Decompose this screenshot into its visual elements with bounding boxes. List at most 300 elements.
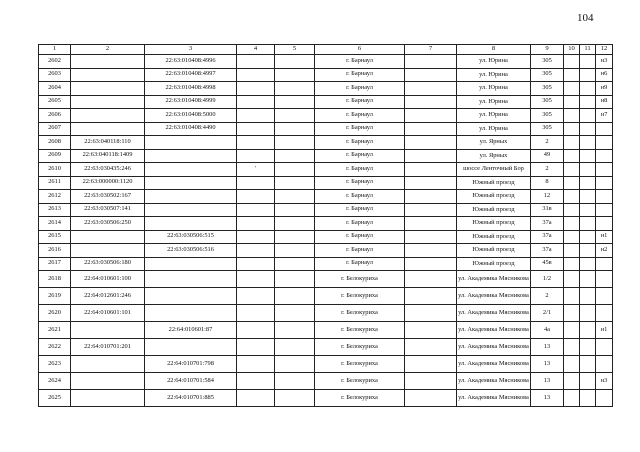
cell-col11 (580, 271, 596, 288)
cell-col7 (405, 390, 457, 407)
house-number-cell: 45в (531, 257, 564, 271)
cell-col4 (237, 288, 275, 305)
premises-cell (596, 122, 613, 136)
street-cell: ул. Юрина (457, 109, 531, 123)
house-number-cell: 4а (531, 322, 564, 339)
row-number: 2605 (39, 95, 71, 109)
column-header: 7 (405, 45, 457, 55)
cell-col4 (237, 149, 275, 163)
cadastral-number-parcel (71, 82, 145, 96)
cell-col11 (580, 390, 596, 407)
cadastral-number-object: 22:63:010408:4490 (145, 122, 237, 136)
row-number: 2618 (39, 271, 71, 288)
street-cell: Южный проезд (457, 230, 531, 244)
cadastral-number-parcel (71, 322, 145, 339)
cell-col5 (275, 149, 315, 163)
street-cell: ул. Юрина (457, 95, 531, 109)
column-header: 10 (564, 45, 580, 55)
cell-col4 (237, 257, 275, 271)
cadastral-number-parcel (71, 230, 145, 244)
cell-col11 (580, 244, 596, 258)
cell-col11 (580, 356, 596, 373)
street-cell: ул. Академика Мясникова (457, 339, 531, 356)
locality-cell: г. Барнаул (315, 217, 405, 231)
house-number-cell: 305 (531, 109, 564, 123)
row-number: 2612 (39, 190, 71, 204)
locality-cell: г. Барнаул (315, 136, 405, 150)
table-row (39, 322, 613, 339)
cell-col5 (275, 288, 315, 305)
table-row (39, 230, 613, 244)
cell-col7 (405, 356, 457, 373)
cell-col10 (564, 305, 580, 322)
premises-cell: н1 (596, 230, 613, 244)
cell-col10 (564, 244, 580, 258)
cadastral-number-parcel (71, 390, 145, 407)
cell-col10 (564, 217, 580, 231)
cell-col7 (405, 217, 457, 231)
row-number: 2619 (39, 288, 71, 305)
cell-col5 (275, 109, 315, 123)
street-cell: Южный проезд (457, 257, 531, 271)
table-row (39, 163, 613, 177)
street-cell: ул. Ярных (457, 149, 531, 163)
locality-cell: г. Барнаул (315, 55, 405, 69)
street-cell: ул. Юрина (457, 68, 531, 82)
row-number: 2623 (39, 356, 71, 373)
table-row (39, 95, 613, 109)
column-header: 3 (145, 45, 237, 55)
cadastral-number-parcel: 22:63:030502:167 (71, 190, 145, 204)
locality-cell: г. Белокуриха (315, 305, 405, 322)
cell-col10 (564, 82, 580, 96)
locality-cell: г. Барнаул (315, 257, 405, 271)
cell-col10 (564, 190, 580, 204)
cell-col11 (580, 217, 596, 231)
locality-cell: г. Белокуриха (315, 322, 405, 339)
cell-col7 (405, 288, 457, 305)
cell-col7 (405, 68, 457, 82)
cell-col11 (580, 176, 596, 190)
cell-col4 (237, 190, 275, 204)
cell-col10 (564, 95, 580, 109)
cell-col10 (564, 203, 580, 217)
cell-col5 (275, 176, 315, 190)
cadastral-number-object: 22:64:010601:87 (145, 322, 237, 339)
premises-cell: н2 (596, 244, 613, 258)
cell-col4 (237, 136, 275, 150)
table-row (39, 217, 613, 231)
premises-cell (596, 390, 613, 407)
cadastral-number-parcel: 22:63:030506:180 (71, 257, 145, 271)
cell-col11 (580, 190, 596, 204)
street-cell: Южный проезд (457, 217, 531, 231)
column-header: 1 (39, 45, 71, 55)
table-row (39, 390, 613, 407)
column-header: 11 (580, 45, 596, 55)
row-number: 2611 (39, 176, 71, 190)
cell-col5 (275, 390, 315, 407)
house-number-cell: 2 (531, 163, 564, 177)
premises-cell: н6 (596, 68, 613, 82)
cell-col5 (275, 136, 315, 150)
cadastral-number-object (145, 257, 237, 271)
cell-col7 (405, 305, 457, 322)
cell-col10 (564, 68, 580, 82)
street-cell: Южный проезд (457, 190, 531, 204)
locality-cell: г. Барнаул (315, 163, 405, 177)
cadastral-number-parcel: 22:64:010601:100 (71, 271, 145, 288)
locality-cell: г. Барнаул (315, 82, 405, 96)
locality-cell: г. Барнаул (315, 190, 405, 204)
cell-col11 (580, 109, 596, 123)
cell-col11 (580, 288, 596, 305)
cell-col4 (237, 122, 275, 136)
premises-cell (596, 356, 613, 373)
cell-col7 (405, 95, 457, 109)
cell-col5 (275, 356, 315, 373)
locality-cell: г. Барнаул (315, 149, 405, 163)
street-cell: Южный проезд (457, 176, 531, 190)
cell-col10 (564, 322, 580, 339)
house-number-cell: 49 (531, 149, 564, 163)
cell-col5 (275, 95, 315, 109)
cell-col4 (237, 230, 275, 244)
row-number: 2603 (39, 68, 71, 82)
cell-col7 (405, 163, 457, 177)
cell-col4 (237, 203, 275, 217)
table-row (39, 244, 613, 258)
row-number: 2604 (39, 82, 71, 96)
cell-col5 (275, 322, 315, 339)
cell-col7 (405, 176, 457, 190)
house-number-cell: 305 (531, 122, 564, 136)
house-number-cell: 13 (531, 373, 564, 390)
premises-cell (596, 271, 613, 288)
cadastral-number-object: 22:64:010701:584 (145, 373, 237, 390)
cadastral-number-parcel: 22:64:012601:246 (71, 288, 145, 305)
premises-cell: н3 (596, 55, 613, 69)
cell-col4 (237, 55, 275, 69)
cadastral-number-object (145, 163, 237, 177)
locality-cell: г. Белокуриха (315, 390, 405, 407)
row-number: 2607 (39, 122, 71, 136)
row-number: 2621 (39, 322, 71, 339)
cell-col7 (405, 82, 457, 96)
cadastral-number-parcel: 22:63:000000:1120 (71, 176, 145, 190)
cell-col4 (237, 244, 275, 258)
cell-col4 (237, 109, 275, 123)
house-number-cell: 2/1 (531, 305, 564, 322)
table-row (39, 55, 613, 69)
house-number-cell: 305 (531, 55, 564, 69)
house-number-cell: 13 (531, 356, 564, 373)
locality-cell: г. Барнаул (315, 95, 405, 109)
cadastral-number-object (145, 339, 237, 356)
cell-col5 (275, 230, 315, 244)
cell-col10 (564, 176, 580, 190)
cell-col11 (580, 163, 596, 177)
table-row (39, 339, 613, 356)
cell-col7 (405, 55, 457, 69)
premises-cell (596, 257, 613, 271)
table-row (39, 257, 613, 271)
cell-col7 (405, 339, 457, 356)
cell-col4 (237, 356, 275, 373)
cell-col4 (237, 305, 275, 322)
premises-cell (596, 190, 613, 204)
street-cell: Южный проезд (457, 203, 531, 217)
street-cell: ул. Академика Мясникова (457, 373, 531, 390)
cell-col10 (564, 356, 580, 373)
cadastral-number-object (145, 288, 237, 305)
premises-cell (596, 149, 613, 163)
row-number: 2616 (39, 244, 71, 258)
locality-cell: г. Белокуриха (315, 373, 405, 390)
locality-cell: г. Белокуриха (315, 288, 405, 305)
cadastral-number-parcel (71, 95, 145, 109)
table-row (39, 203, 613, 217)
cell-col11 (580, 55, 596, 69)
table-row (39, 271, 613, 288)
cell-col7 (405, 122, 457, 136)
locality-cell: г. Белокуриха (315, 356, 405, 373)
locality-cell: г. Барнаул (315, 176, 405, 190)
house-number-cell: 1/2 (531, 271, 564, 288)
cell-col10 (564, 122, 580, 136)
cell-col10 (564, 288, 580, 305)
street-cell: ул. Юрина (457, 82, 531, 96)
premises-cell (596, 339, 613, 356)
street-cell: Южный проезд (457, 244, 531, 258)
cadastral-number-object: 22:63:010408:5000 (145, 109, 237, 123)
row-number: 2620 (39, 305, 71, 322)
house-number-cell: 8 (531, 176, 564, 190)
house-number-cell: 37а (531, 244, 564, 258)
cadastral-number-parcel: 22:64:010601:101 (71, 305, 145, 322)
cadastral-number-object (145, 136, 237, 150)
house-number-cell: 37а (531, 217, 564, 231)
cell-col7 (405, 257, 457, 271)
row-number: 2622 (39, 339, 71, 356)
registry-table (38, 44, 613, 407)
cell-col5 (275, 55, 315, 69)
cadastral-number-parcel: 22:63:030507:141 (71, 203, 145, 217)
street-cell: ул. Юрина (457, 122, 531, 136)
cell-col5 (275, 244, 315, 258)
cell-col7 (405, 271, 457, 288)
row-number: 2617 (39, 257, 71, 271)
cell-col7 (405, 109, 457, 123)
house-number-cell: 305 (531, 95, 564, 109)
table-row (39, 305, 613, 322)
premises-cell (596, 176, 613, 190)
cell-col7 (405, 149, 457, 163)
row-number: 2624 (39, 373, 71, 390)
house-number-cell: 13 (531, 390, 564, 407)
table-row (39, 109, 613, 123)
cell-col4 (237, 82, 275, 96)
header-row (39, 45, 613, 55)
cadastral-number-object (145, 176, 237, 190)
cell-col5 (275, 305, 315, 322)
cell-col5 (275, 373, 315, 390)
row-number: 2613 (39, 203, 71, 217)
cadastral-number-parcel: 22:63:040118:1409 (71, 149, 145, 163)
premises-cell: н7 (596, 109, 613, 123)
cell-col4 (237, 176, 275, 190)
street-cell: ул. Академика Мясникова (457, 390, 531, 407)
cell-col11 (580, 257, 596, 271)
locality-cell: г. Барнаул (315, 203, 405, 217)
cell-col4 (237, 373, 275, 390)
cell-col5 (275, 68, 315, 82)
cell-col5 (275, 190, 315, 204)
table-row (39, 288, 613, 305)
premises-cell (596, 217, 613, 231)
row-number: 2610 (39, 163, 71, 177)
cell-col11 (580, 230, 596, 244)
cell-col10 (564, 271, 580, 288)
cadastral-number-object (145, 149, 237, 163)
column-header: 2 (71, 45, 145, 55)
cell-col10 (564, 149, 580, 163)
table-row (39, 190, 613, 204)
table-row (39, 373, 613, 390)
street-cell: ул. Академика Мясникова (457, 322, 531, 339)
row-number: 2625 (39, 390, 71, 407)
cell-col7 (405, 230, 457, 244)
cadastral-number-parcel: 22:63:040118:110 (71, 136, 145, 150)
cadastral-number-object: 22:64:010701:798 (145, 356, 237, 373)
table-row (39, 136, 613, 150)
cadastral-number-parcel: 22:63:030435:246 (71, 163, 145, 177)
row-number: 2608 (39, 136, 71, 150)
cell-col5 (275, 257, 315, 271)
table-row (39, 176, 613, 190)
page-number: 104 (577, 12, 594, 24)
street-cell: ул. Ярных (457, 136, 531, 150)
cell-col4 (237, 390, 275, 407)
cell-col7 (405, 203, 457, 217)
cell-col11 (580, 136, 596, 150)
premises-cell: н9 (596, 82, 613, 96)
cell-col4 (237, 68, 275, 82)
row-number: 2615 (39, 230, 71, 244)
cell-col11 (580, 68, 596, 82)
column-header: 12 (596, 45, 613, 55)
table-row (39, 122, 613, 136)
house-number-cell: 2 (531, 288, 564, 305)
premises-cell (596, 288, 613, 305)
premises-cell (596, 203, 613, 217)
cell-col11 (580, 149, 596, 163)
cell-col5 (275, 217, 315, 231)
cell-col7 (405, 322, 457, 339)
cell-col10 (564, 109, 580, 123)
cadastral-number-object (145, 271, 237, 288)
cell-col11 (580, 339, 596, 356)
cell-col11 (580, 373, 596, 390)
row-number: 2602 (39, 55, 71, 69)
cell-col11 (580, 322, 596, 339)
cell-col5 (275, 203, 315, 217)
cell-col10 (564, 373, 580, 390)
column-header: 8 (457, 45, 531, 55)
cadastral-number-parcel: 22:63:030506:250 (71, 217, 145, 231)
cell-col10 (564, 339, 580, 356)
street-cell: шоссе Ленточный Бор (457, 163, 531, 177)
cell-col5 (275, 339, 315, 356)
street-cell: ул. Академика Мясникова (457, 288, 531, 305)
house-number-cell: 31в (531, 203, 564, 217)
cell-col10 (564, 55, 580, 69)
cell-col10 (564, 136, 580, 150)
cadastral-number-parcel (71, 122, 145, 136)
cell-col10 (564, 163, 580, 177)
cadastral-number-object (145, 190, 237, 204)
cadastral-number-object: 22:63:030506:515 (145, 230, 237, 244)
cell-col11 (580, 203, 596, 217)
cell-col4 (237, 95, 275, 109)
street-cell: ул. Юрина (457, 55, 531, 69)
premises-cell: н1 (596, 322, 613, 339)
cell-col10 (564, 257, 580, 271)
column-header: 9 (531, 45, 564, 55)
locality-cell: г. Барнаул (315, 68, 405, 82)
cadastral-number-object: 22:64:010701:885 (145, 390, 237, 407)
house-number-cell: 305 (531, 68, 564, 82)
locality-cell: г. Барнаул (315, 244, 405, 258)
house-number-cell: 13 (531, 339, 564, 356)
column-header: 6 (315, 45, 405, 55)
table-row (39, 82, 613, 96)
cell-col7 (405, 244, 457, 258)
house-number-cell: 12 (531, 190, 564, 204)
cadastral-number-object: 22:63:010408:4996 (145, 55, 237, 69)
cell-col4 (237, 271, 275, 288)
cell-col10 (564, 230, 580, 244)
cadastral-number-object: 22:63:030506:516 (145, 244, 237, 258)
column-header: 5 (275, 45, 315, 55)
row-number: 2609 (39, 149, 71, 163)
cell-col5 (275, 122, 315, 136)
cadastral-number-parcel (71, 244, 145, 258)
cell-col11 (580, 82, 596, 96)
cell-col5 (275, 163, 315, 177)
column-header: 4 (237, 45, 275, 55)
table-row (39, 149, 613, 163)
locality-cell: г. Белокуриха (315, 339, 405, 356)
premises-cell: н8 (596, 95, 613, 109)
locality-cell: г. Барнаул (315, 122, 405, 136)
street-cell: ул. Академика Мясникова (457, 271, 531, 288)
house-number-cell: 2 (531, 136, 564, 150)
premises-cell (596, 163, 613, 177)
locality-cell: г. Белокуриха (315, 271, 405, 288)
table-row (39, 356, 613, 373)
cell-col11 (580, 122, 596, 136)
street-cell: ул. Академика Мясникова (457, 356, 531, 373)
cell-col7 (405, 136, 457, 150)
cadastral-number-parcel (71, 55, 145, 69)
cell-col11 (580, 95, 596, 109)
cell-col7 (405, 190, 457, 204)
cadastral-number-object (145, 305, 237, 322)
row-number: 2606 (39, 109, 71, 123)
premises-cell: н3 (596, 373, 613, 390)
cadastral-number-object: 22:63:010408:4997 (145, 68, 237, 82)
